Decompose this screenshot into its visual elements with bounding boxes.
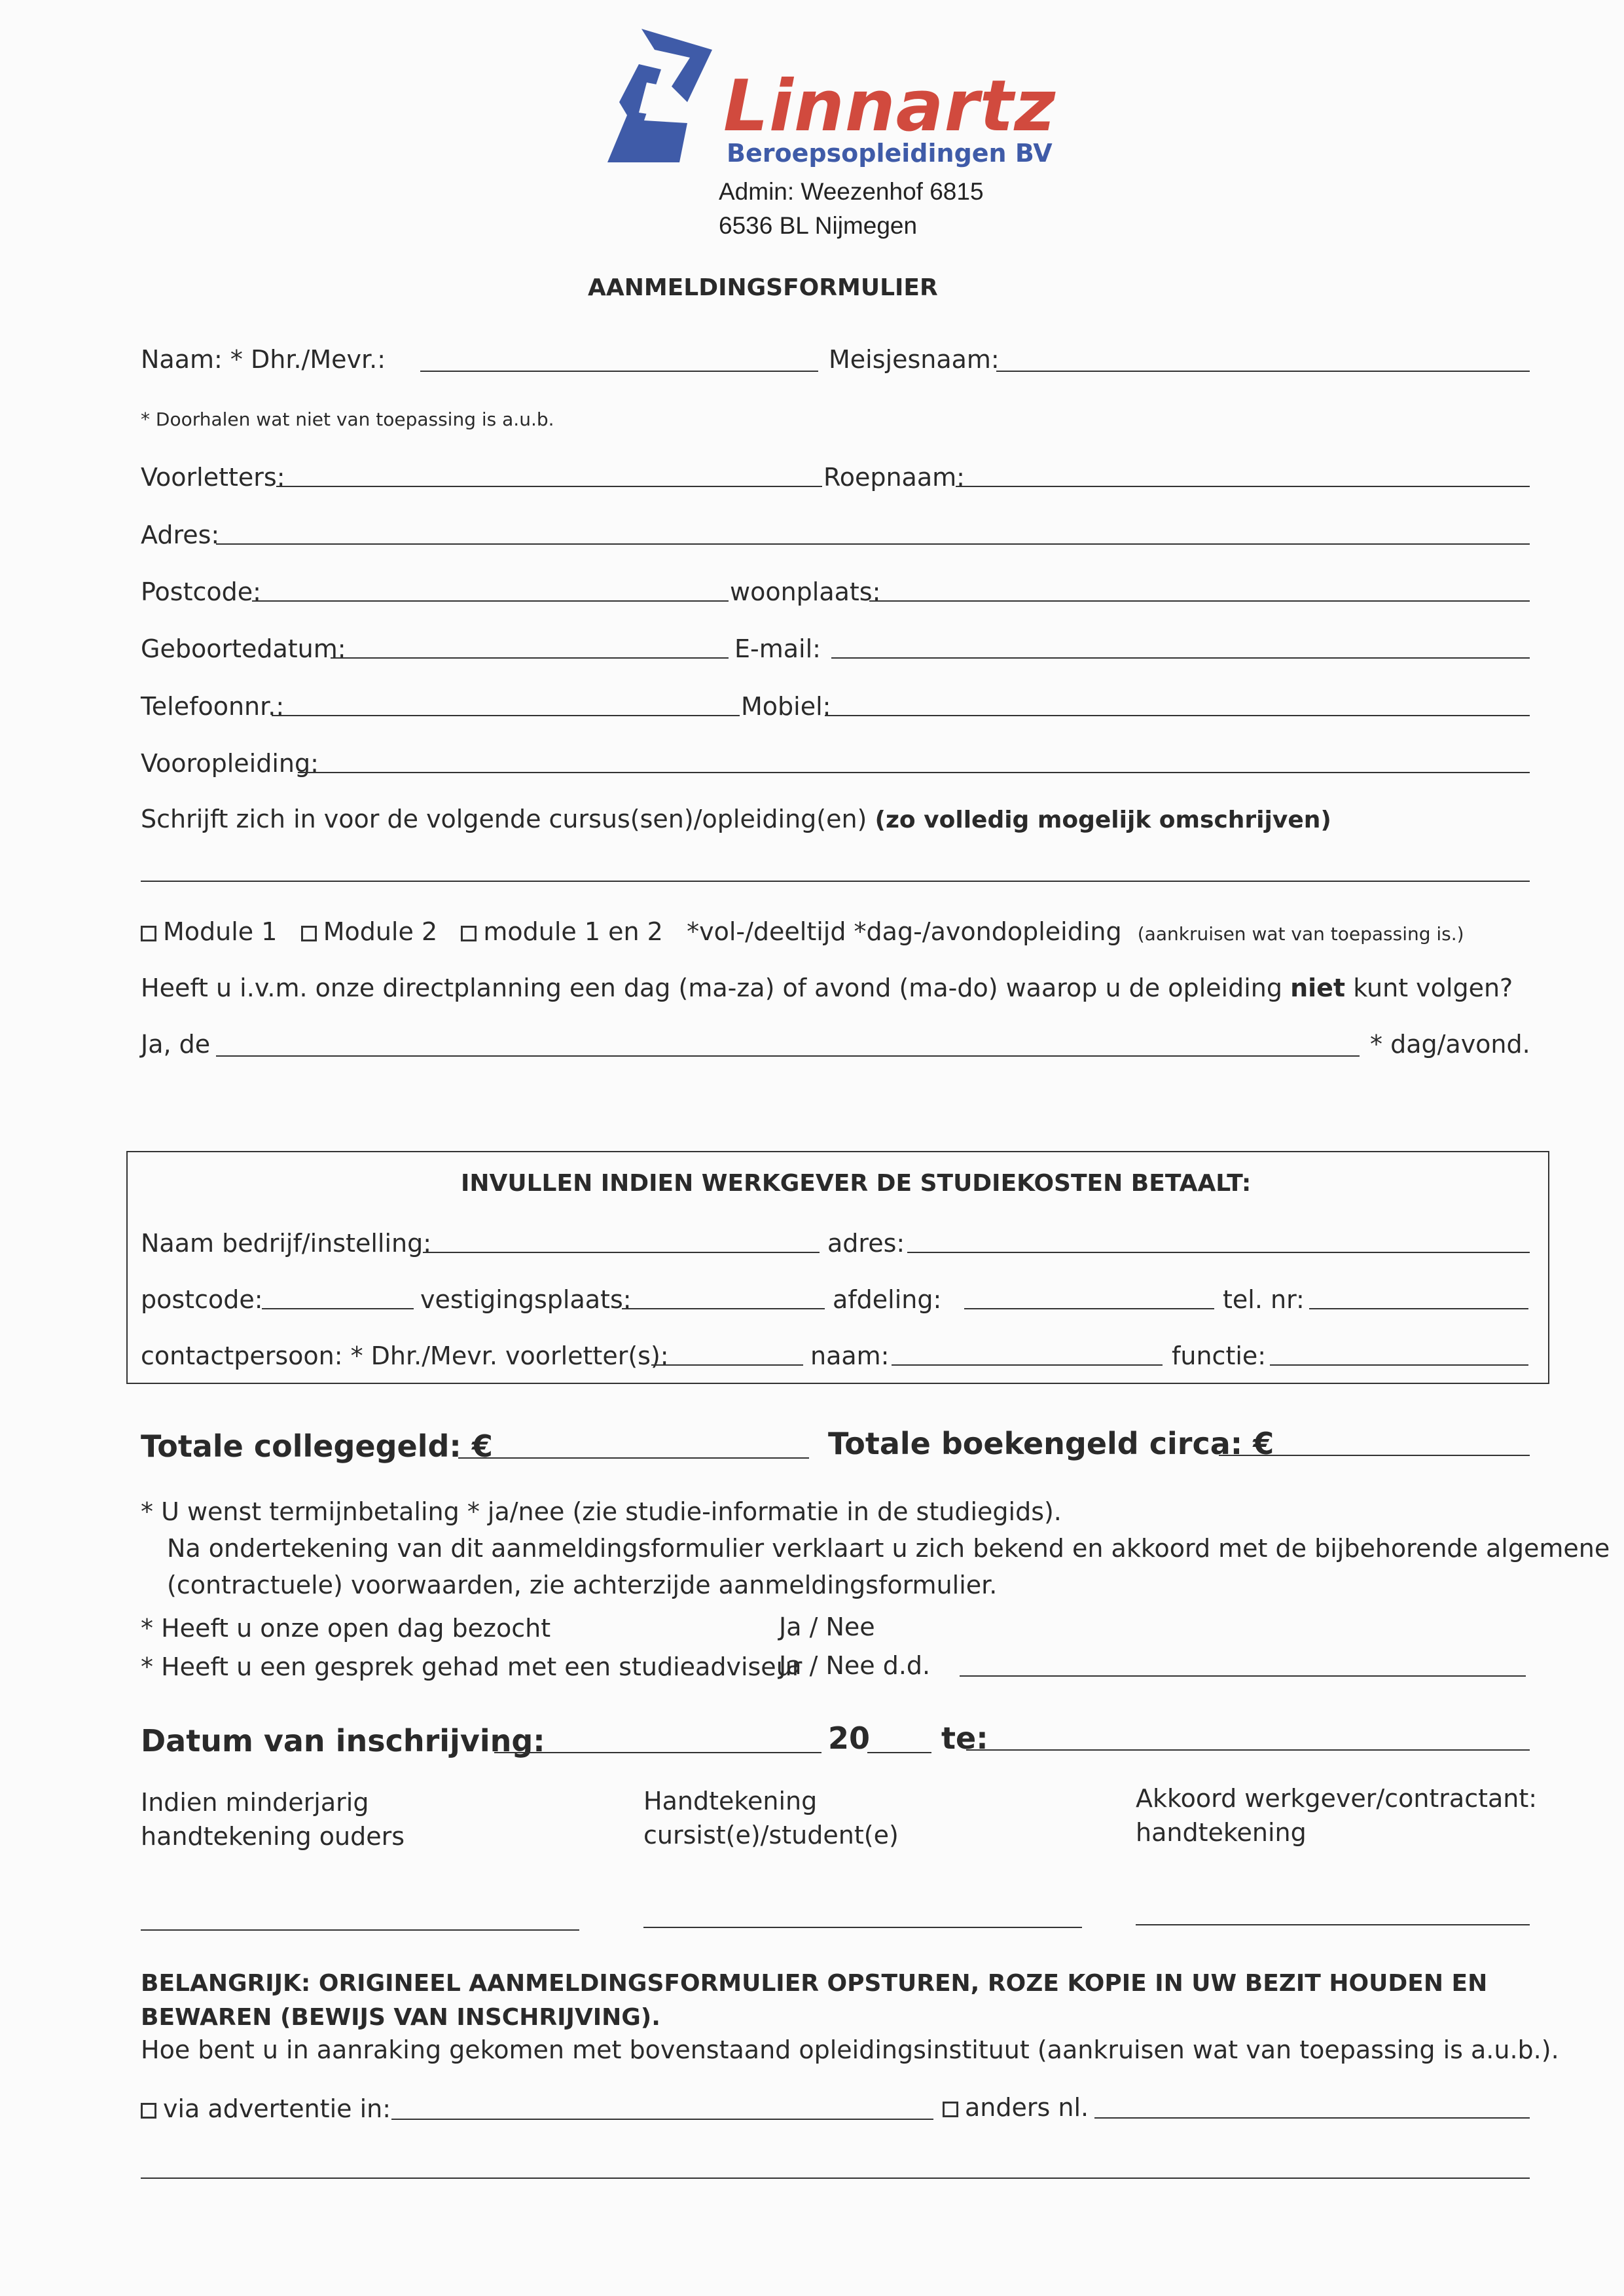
ja-de-label: Ja, de <box>141 1030 211 1059</box>
bedrijf-label: Naam bedrijf/instelling: <box>141 1229 432 1258</box>
sig-ouders-label-2: handtekening ouders <box>141 1822 405 1851</box>
open-dag-question: * Heeft u onze open dag bezocht <box>141 1614 551 1643</box>
sig-student-label-1: Handtekening <box>643 1787 818 1815</box>
afdeling-field[interactable] <box>964 1308 1214 1309</box>
gesprek-datum-field[interactable] <box>960 1675 1526 1677</box>
schrijft-in-text <box>141 807 1331 832</box>
question-emphasis: niet <box>1290 974 1346 1002</box>
sig-werkgever-label-1: Akkoord werkgever/contractant: <box>1136 1784 1538 1813</box>
te-label: te: <box>941 1721 988 1756</box>
gesprek-answer[interactable]: Ja / Nee d.d. <box>779 1651 931 1680</box>
afdeling-label: afdeling: <box>833 1285 942 1314</box>
roepnaam-field[interactable] <box>956 486 1530 487</box>
telefoon-label: Telefoonnr.: <box>141 692 285 721</box>
employer-adres-label: adres: <box>827 1229 905 1258</box>
voorletters-field[interactable] <box>276 486 822 487</box>
sig-werkgever-label-2: handtekening <box>1136 1818 1307 1847</box>
module1-checkbox[interactable] <box>141 926 156 941</box>
datum-inschrijving-label: Datum van inschrijving: <box>141 1723 545 1758</box>
module2-label: Module 2 <box>323 917 438 946</box>
ondertekening-text-2: (contractuele) voorwaarden, zie achterzijde aanmeldingsformulier. <box>167 1571 998 1599</box>
doorhalen-note: * Doorhalen wat niet van toepassing is a.u.b. <box>141 409 554 430</box>
logo-subtitle: Beroepsopleidingen BV <box>727 139 1053 168</box>
sig-ouders-label-1: Indien minderjarig <box>141 1788 369 1817</box>
advertentie-option <box>141 2096 391 2121</box>
anders-checkbox[interactable] <box>943 2102 958 2117</box>
adres-field[interactable] <box>216 543 1530 545</box>
advertentie-label: via advertentie in: <box>163 2094 391 2123</box>
collegegeld-label: Totale collegegeld: € <box>141 1429 493 1464</box>
employer-postcode-label: postcode: <box>141 1285 263 1314</box>
gesprek-question: * Heeft u een gesprek gehad met een studieadviseur <box>141 1652 803 1681</box>
sig-werkgever-field[interactable] <box>1136 1924 1530 1925</box>
vestigingsplaats-label: vestigingsplaats: <box>420 1285 632 1314</box>
extra-field[interactable] <box>141 2178 1530 2179</box>
form-title: AANMELDINGSFORMULIER <box>588 274 938 301</box>
boekengeld-label: Totale boekengeld circa: € <box>828 1426 1274 1461</box>
contact-voorletters-field[interactable] <box>651 1364 803 1366</box>
schrijft-in-label: Schrijft zich in voor de volgende cursus(sen)/opleiding(en) <box>141 805 867 833</box>
naam-label: Naam: * Dhr./Mevr.: <box>141 345 386 374</box>
employer-postcode-field[interactable] <box>262 1308 414 1309</box>
address-line-1: Admin: Weezenhof 6815 <box>719 178 984 205</box>
functie-field[interactable] <box>1270 1364 1528 1366</box>
directplanning-question <box>141 975 1513 1000</box>
anders-field[interactable] <box>1094 2117 1530 2119</box>
vooropleiding-field[interactable] <box>298 772 1530 773</box>
sig-student-label-2: cursist(e)/student(e) <box>643 1821 899 1850</box>
advertentie-field[interactable] <box>391 2119 933 2120</box>
woonplaats-field[interactable] <box>869 600 1530 602</box>
tel-label: tel. nr: <box>1223 1285 1305 1314</box>
tijd-options: *vol-/deeltijd *dag-/avondopleiding <box>687 917 1122 946</box>
sig-ouders-field[interactable] <box>141 1929 579 1931</box>
telefoon-field[interactable] <box>272 715 740 716</box>
address-line-2: 6536 BL Nijmegen <box>719 212 918 239</box>
anders-label: anders nl. <box>965 2093 1089 2122</box>
module12-checkbox[interactable] <box>461 926 477 941</box>
question-text: Heeft u i.v.m. onze directplanning een dag (ma-za) of avond (ma-do) waarop u de opleiding <box>141 974 1282 1002</box>
termijnbetaling-text: * U wenst termijnbetaling * ja/nee (zie studie-informatie in de studiegids). <box>141 1497 1062 1526</box>
adres-label: Adres: <box>141 520 220 549</box>
year-prefix: 20 <box>828 1721 871 1756</box>
hoe-question: Hoe bent u in aanraking gekomen met bovenstaand opleidingsinstituut (aankruisen wat van toepassing is a.u.b.). <box>141 2035 1559 2064</box>
aankruisen-hint: (aankruisen wat van toepassing is.) <box>1137 923 1464 945</box>
contactpersoon-label: contactpersoon: * Dhr./Mevr. voorletter(s): <box>141 1341 669 1370</box>
meisjesnaam-field[interactable] <box>996 371 1530 372</box>
cursus-field[interactable] <box>141 881 1530 882</box>
ja-de-field[interactable] <box>216 1055 1360 1057</box>
geboortedatum-field[interactable] <box>331 657 729 659</box>
boekengeld-field[interactable] <box>1219 1455 1530 1456</box>
employer-adres-field[interactable] <box>907 1252 1530 1253</box>
voorletters-label: Voorletters: <box>141 463 285 492</box>
anders-option <box>943 2095 1089 2120</box>
geboortedatum-label: Geboortedatum: <box>141 634 346 663</box>
vooropleiding-label: Vooropleiding: <box>141 749 319 778</box>
vestigingsplaats-field[interactable] <box>622 1308 825 1309</box>
email-field[interactable] <box>831 657 1530 659</box>
logo-name: Linnartz <box>723 65 1056 147</box>
advertentie-checkbox[interactable] <box>141 2103 156 2119</box>
contact-naam-label: naam: <box>810 1341 890 1370</box>
naam-field[interactable] <box>420 371 818 372</box>
sig-student-field[interactable] <box>643 1927 1082 1928</box>
collegegeld-field[interactable] <box>458 1457 809 1459</box>
belangrijk-line-1: BELANGRIJK: ORIGINEEL AANMELDINGSFORMULIER OPSTUREN, ROZE KOPIE IN UW BEZIT HOUDEN EN <box>141 1970 1488 1997</box>
bedrijf-field[interactable] <box>423 1252 820 1253</box>
schrijft-in-hint: (zo volledig mogelijk omschrijven) <box>875 807 1331 833</box>
mobiel-field[interactable] <box>825 715 1530 716</box>
postcode-field[interactable] <box>252 600 729 602</box>
module1-label: Module 1 <box>163 917 278 946</box>
datum-field[interactable] <box>494 1752 821 1753</box>
dag-avond-label: * dag/avond. <box>1370 1030 1530 1059</box>
postcode-label: Postcode: <box>141 577 261 606</box>
meisjesnaam-label: Meisjesnaam: <box>829 345 1000 374</box>
module12-label: module 1 en 2 <box>483 917 663 946</box>
open-dag-answer[interactable]: Ja / Nee <box>779 1613 875 1641</box>
linnartz-logo-icon <box>601 24 719 168</box>
tel-field[interactable] <box>1309 1308 1528 1309</box>
belangrijk-line-2: BEWAREN (BEWIJS VAN INSCHRIJVING). <box>141 2004 660 2031</box>
functie-label: functie: <box>1172 1341 1267 1370</box>
employer-heading: INVULLEN INDIEN WERKGEVER DE STUDIEKOSTEN BETAALT: <box>461 1170 1252 1197</box>
module2-checkbox[interactable] <box>301 926 317 941</box>
te-field[interactable] <box>966 1749 1530 1751</box>
roepnaam-label: Roepnaam: <box>823 463 965 492</box>
contact-naam-field[interactable] <box>892 1364 1163 1366</box>
woonplaats-label: woonplaats: <box>730 577 881 606</box>
email-label: E-mail: <box>734 634 821 663</box>
module-options <box>141 919 1464 944</box>
mobiel-label: Mobiel: <box>741 692 831 721</box>
year-field[interactable] <box>867 1752 931 1753</box>
ondertekening-text-1: Na ondertekening van dit aanmeldingsformulier verklaart u zich bekend en akkoord met de bijbehorende algemene <box>167 1534 1610 1563</box>
question-end: kunt volgen? <box>1353 974 1513 1002</box>
